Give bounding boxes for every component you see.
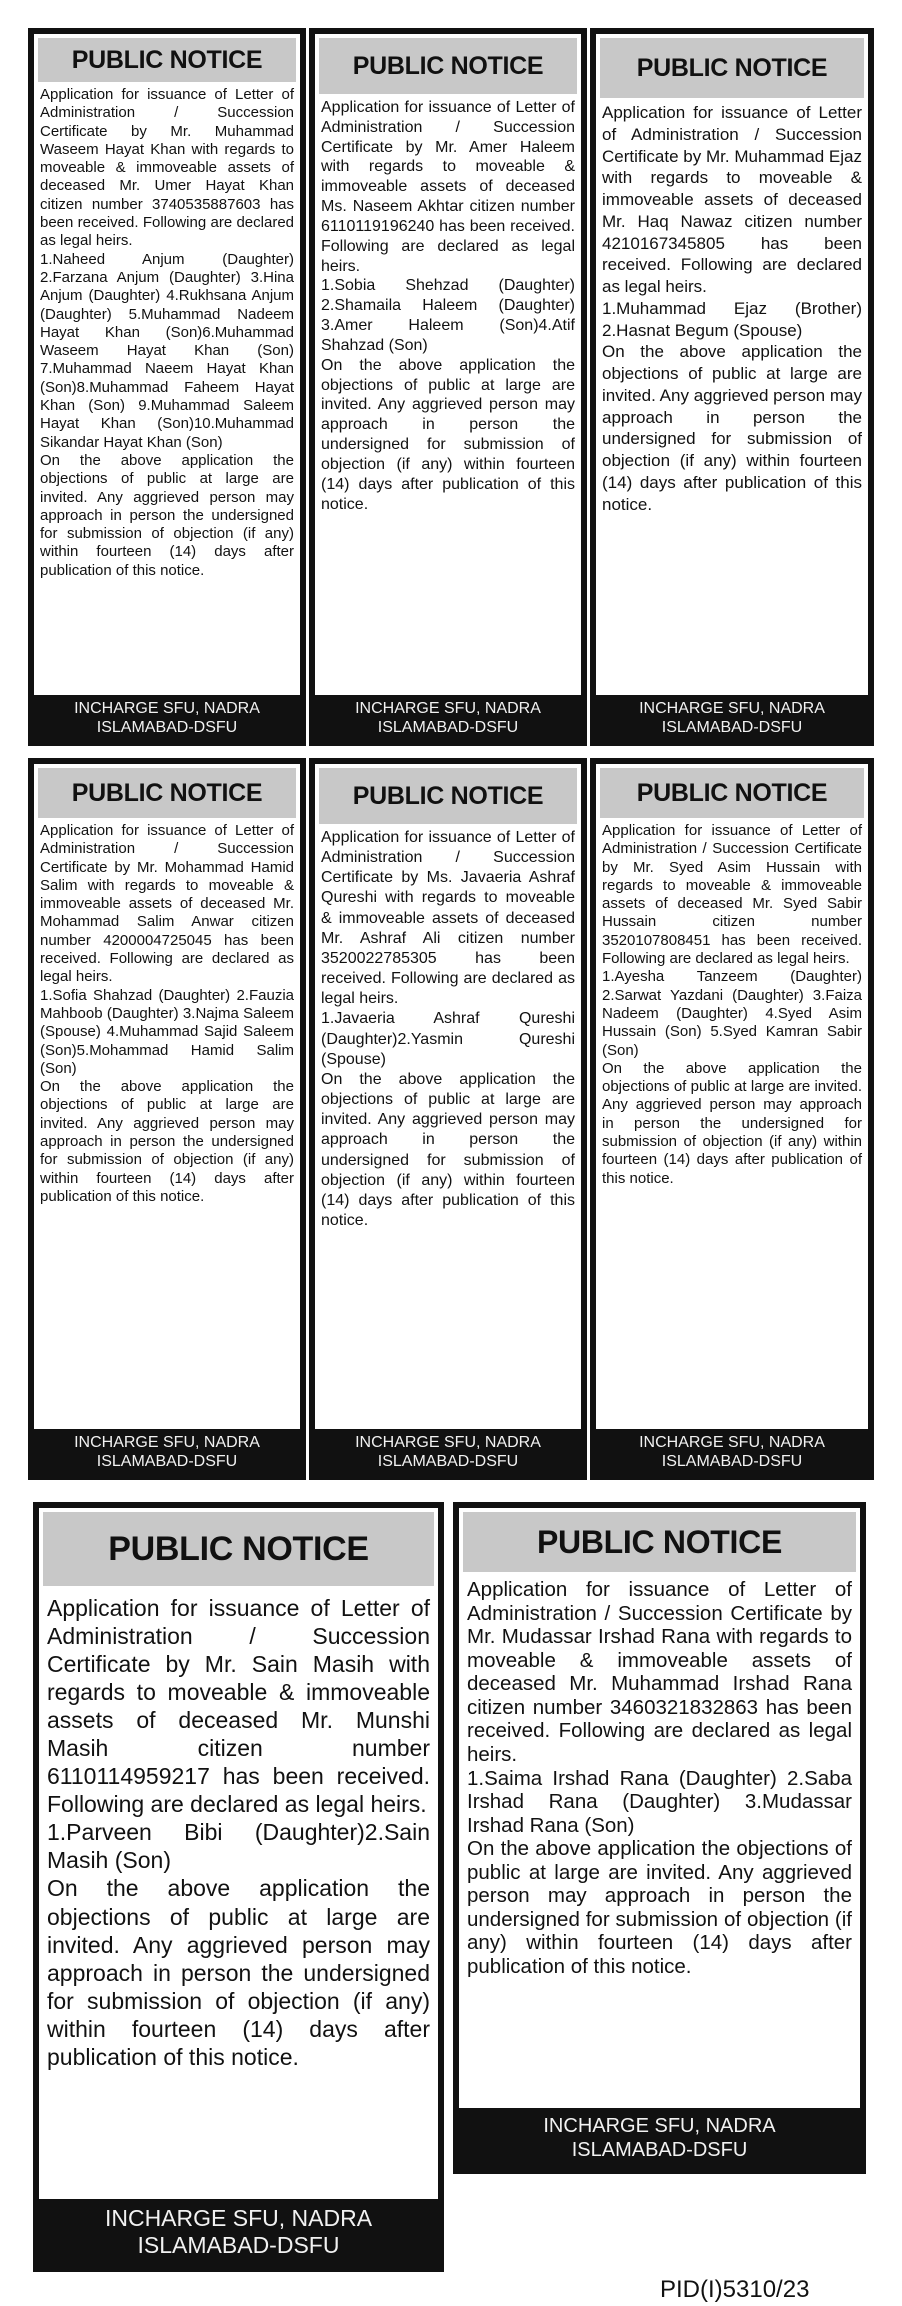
- notice-body: [34, 818, 300, 1429]
- footer-line-2: ISLAMABAD-DSFU: [661, 1452, 803, 1470]
- notice-heirs: 1.Sobia Shehzad (Daughter) 2.Shamaila Haleem (Daughter) 3.Amer Haleem (Son)4.Atif Shahzad (Son): [321, 277, 575, 354]
- notice-footer: [459, 2108, 860, 2168]
- notice-footer: [315, 695, 581, 740]
- notice-closing: On the above application the objections of public at large are invited. Any aggrieved person may approach in person the undersigned for submission of objection (if any) within fourteen (14) days after publication of this notice.: [40, 1078, 294, 1205]
- notice-body: [596, 818, 868, 1429]
- notice-title: PUBLIC NOTICE: [38, 38, 296, 82]
- notice-footer: [596, 695, 868, 740]
- footer-line-1: INCHARGE SFU, NADRA: [543, 2115, 776, 2137]
- notice-title: PUBLIC NOTICE: [600, 768, 864, 818]
- footer-line-2: ISLAMABAD-DSFU: [96, 718, 238, 736]
- notice-footer: [34, 1429, 300, 1474]
- notice-closing: On the above application the objections of public at large are invited. Any aggrieved person may approach in person the undersigned for submission of objection (if any) within fourteen (14) days after publication of this notice.: [602, 1059, 862, 1187]
- public-notice-4: [28, 758, 306, 1480]
- public-notice-3: [590, 28, 874, 746]
- notice-body: [315, 824, 581, 1429]
- footer-line-2: ISLAMABAD-DSFU: [96, 1452, 238, 1470]
- notice-heirs: 1.Naheed Anjum (Daughter) 2.Farzana Anjum (Daughter) 3.Hina Anjum (Daughter) 4.Rukhsana Anjum (Daughter) 5.Muhammad Nadeem Hayat Khan (Son)6.Muhammad Waseem Hayat Khan (Son) 7.Muhammad Naeem Hayat Khan (Son)8.Muhammad Faheem Hayat Khan (Son) 9.Muhammad Saleem Hayat Khan (Son)10.Muhammad Sikandar Hayat Khan (Son): [40, 250, 294, 451]
- notice-intro: Application for issuance of Letter of Administration / Succession Certificate by Ms. Javaeria Ashraf Qureshi with regards to moveable & immoveable assets of deceased Mr. Ashraf Ali citizen number 3520022785305 has been received. Following are declared as legal heirs.: [321, 829, 575, 1008]
- notice-body: [315, 94, 581, 695]
- notice-intro: Application for issuance of Letter of Administration / Succession Certificate by Mr. Mohammad Hamid Salim with regards to moveable & immoveable assets of deceased Mr. Mohammad Salim Anwar citizen number 4200004725045 has been received. Following are declared as legal heirs.: [40, 822, 294, 986]
- footer-line-1: INCHARGE SFU, NADRA: [639, 699, 825, 717]
- notice-closing: On the above application the objections of public at large are invited. Any aggrieved person may approach in person the undersigned for submission of objection (if any) within fourteen (14) days after publication of this notice.: [47, 1875, 430, 2070]
- notice-footer: [39, 2199, 438, 2266]
- public-notice-8: [453, 1502, 866, 2174]
- notice-closing: On the above application the objections of public at large are invited. Any aggrieved person may approach in person the undersigned for submission of objection (if any) within fourteen (14) days after publication of this notice.: [40, 451, 294, 579]
- footer-line-2: ISLAMABAD-DSFU: [571, 2139, 748, 2161]
- notice-title: PUBLIC NOTICE: [38, 768, 296, 818]
- footer-line-1: INCHARGE SFU, NADRA: [74, 1433, 260, 1451]
- notice-title: PUBLIC NOTICE: [463, 1512, 856, 1572]
- notice-title: PUBLIC NOTICE: [600, 38, 864, 98]
- footer-line-2: ISLAMABAD-DSFU: [377, 718, 519, 736]
- public-notice-2: [309, 28, 587, 746]
- notice-heirs: 1.Ayesha Tanzeem (Daughter) 2.Sarwat Yazdani (Daughter) 3.Faiza Nadeem (Daughter) 4.Syed Asim Hussain (Son) 5.Syed Kamran Sabir (Son): [602, 968, 862, 1059]
- footer-line-1: INCHARGE SFU, NADRA: [639, 1433, 825, 1451]
- notice-intro: Application for issuance of Letter of Administration / Succession Certificate by Mr. Amer Haleem with regards to moveable & immoveable assets of deceased Ms. Naseem Akhtar citizen number 6110119196240 has been received. Following are declared as legal heirs.: [321, 99, 575, 275]
- public-notice-6: [590, 758, 874, 1480]
- footer-line-2: ISLAMABAD-DSFU: [661, 718, 803, 736]
- footer-line-1: INCHARGE SFU, NADRA: [104, 2204, 373, 2231]
- notice-heirs: 1.Parveen Bibi (Daughter)2.Sain Masih (Son): [47, 1819, 430, 1874]
- notice-body: [459, 1572, 860, 2108]
- notice-footer: [315, 1429, 581, 1474]
- notice-footer: [34, 695, 300, 740]
- notice-closing: On the above application the objections of public at large are invited. Any aggrieved person may approach in person the undersigned for submission of objection (if any) within fourteen (14) days after publication of this notice.: [602, 342, 862, 514]
- notice-intro: Application for issuance of Letter of Administration / Succession Certificate by Mr. Muhammad Waseem Hayat Khan with regards to moveable & immoveable assets of deceased Mr. Umer Hayat Khan citizen number 3740535887603 has been received. Following are declared as legal heirs.: [40, 86, 294, 250]
- notice-closing: On the above application the objections of public at large are invited. Any aggrieved person may approach in person the undersigned for submission of objection (if any) within fourteen (14) days after publication of this notice.: [321, 356, 575, 513]
- notice-heirs: 1.Muhammad Ejaz (Brother) 2.Hasnat Begum (Spouse): [602, 298, 862, 340]
- notice-heirs: 1.Saima Irshad Rana (Daughter) 2.Saba Irshad Rana (Daughter) 3.Mudassar Irshad Rana (Son): [467, 1766, 852, 1837]
- notice-closing: On the above application the objections of public at large are invited. Any aggrieved person may approach in person the undersigned for submission of objection (if any) within fourteen (14) days after publication of this notice.: [321, 1070, 575, 1229]
- publication-id: PID(I)5310/23: [660, 2276, 810, 2303]
- notice-title: PUBLIC NOTICE: [319, 768, 577, 824]
- footer-line-2: ISLAMABAD-DSFU: [377, 1452, 519, 1470]
- notice-intro: Application for issuance of Letter of Administration / Succession Certificate by Mr. Sain Masih with regards to moveable & immoveable assets of deceased Mr. Munshi Masih citizen number 6110114959217 has been received. Following are declared as legal heirs.: [47, 1595, 430, 1818]
- notice-heirs: 1.Sofia Shahzad (Daughter) 2.Fauzia Mahboob (Daughter) 3.Najma Saleem (Spouse) 4.Muhammad Sajid Saleem (Son)5.Mohammad Hamid Salim (Son): [40, 986, 294, 1077]
- notice-body: [39, 1586, 438, 2199]
- notice-intro: Application for issuance of Letter of Administration / Succession Certificate by Mr. Muhammad Ejaz with regards to moveable & immoveable assets of deceased Mr. Haq Nawaz citizen number 4210167345805 has been received. Following are declared as legal heirs.: [602, 103, 862, 296]
- footer-line-2: ISLAMABAD-DSFU: [137, 2232, 340, 2259]
- notice-intro: Application for issuance of Letter of Administration / Succession Certificate by Mr. Mudassar Irshad Rana with regards to moveable & immoveable assets of deceased Mr. Muhammad Irshad Rana citizen number 3460321832863 has been received. Following are declared as legal heirs.: [467, 1578, 852, 1766]
- notice-title: PUBLIC NOTICE: [319, 38, 577, 94]
- footer-line-1: INCHARGE SFU, NADRA: [355, 1433, 541, 1451]
- footer-line-1: INCHARGE SFU, NADRA: [74, 699, 260, 717]
- notice-intro: Application for issuance of Letter of Administration / Succession Certificate by Mr. Syed Asim Hussain with regards to moveable & immoveable assets of deceased Mr. Syed Sabir Hussain citizen number 3520107808451 has been received. Following are declared as legal heirs.: [602, 822, 862, 968]
- notice-body: [596, 98, 868, 695]
- public-notice-1: [28, 28, 306, 746]
- notice-footer: [596, 1429, 868, 1474]
- notice-body: [34, 82, 300, 695]
- notice-title: PUBLIC NOTICE: [43, 1512, 434, 1586]
- notice-heirs: 1.Javaeria Ashraf Qureshi (Daughter)2.Yasmin Qureshi (Spouse): [321, 1010, 575, 1068]
- footer-line-1: INCHARGE SFU, NADRA: [355, 699, 541, 717]
- notice-closing: On the above application the objections of public at large are invited. Any aggrieved person may approach in person the undersigned for submission of objection (if any) within fourteen (14) days after publication of this notice.: [467, 1837, 852, 1978]
- public-notice-7: [33, 1502, 444, 2272]
- public-notice-5: [309, 758, 587, 1480]
